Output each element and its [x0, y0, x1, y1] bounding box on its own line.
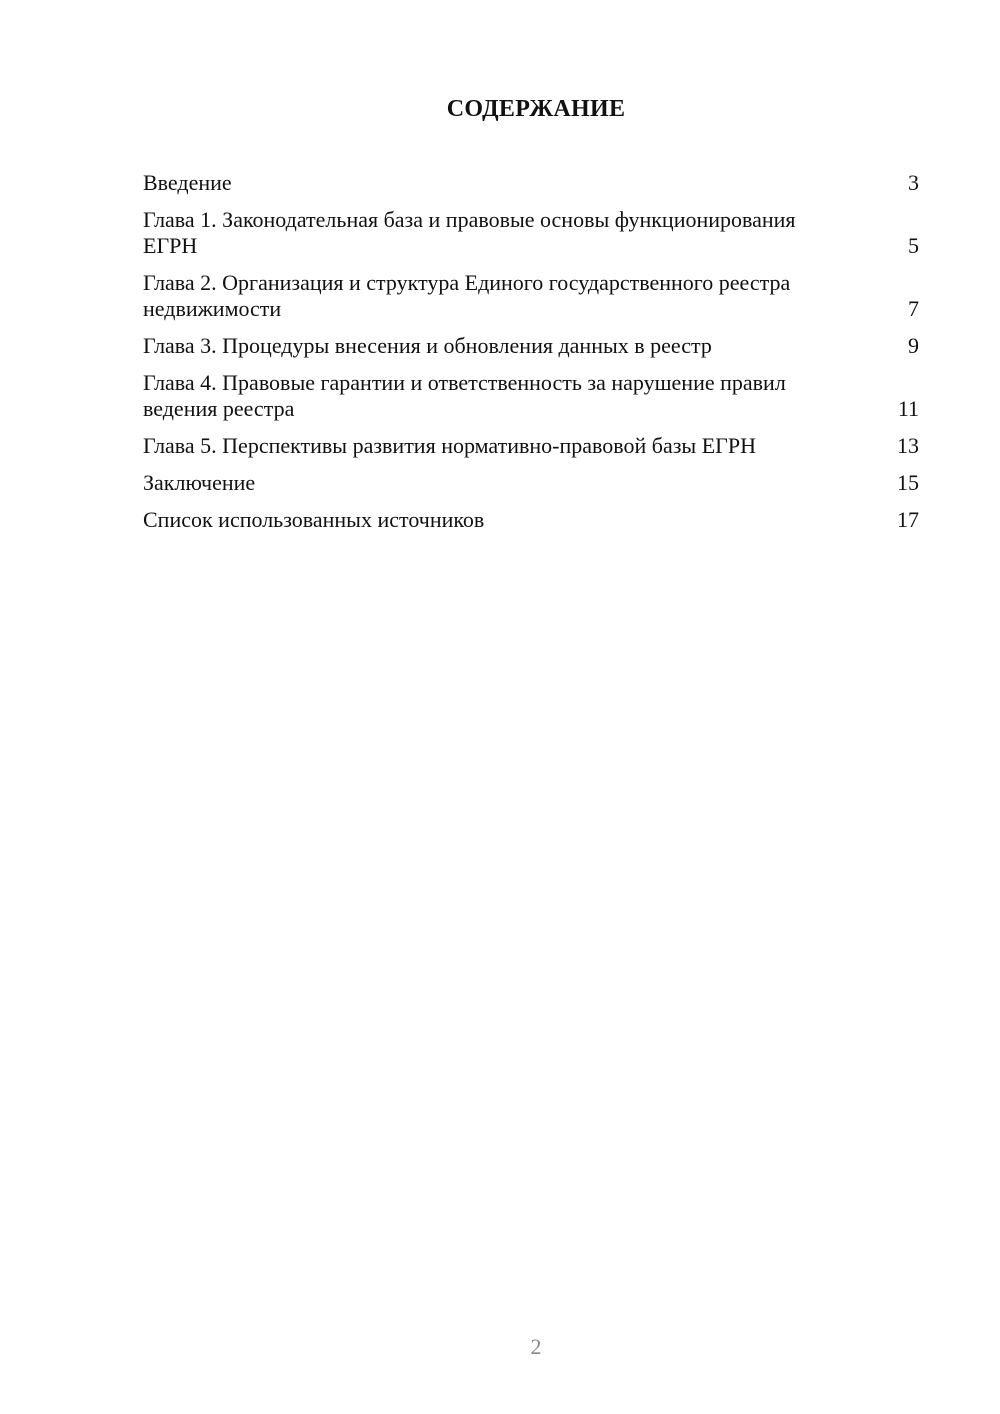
toc-entry-page: 9: [908, 333, 919, 358]
toc-entry-label: Глава 2. Организация и структура Единого государственного реестра недвижимости: [143, 270, 791, 321]
toc-entry-chapter-4: [143, 370, 919, 422]
toc-entry-chapter-2: [143, 270, 919, 322]
toc-entry-references: [143, 507, 919, 533]
toc-entry-chapter-1: [143, 207, 919, 259]
toc-entry-label: Список использованных источников: [143, 507, 485, 532]
toc-entry-chapter-5: [143, 433, 919, 459]
toc-entry-page: 17: [897, 507, 919, 532]
page-number: 2: [530, 1334, 542, 1359]
toc-list: [143, 170, 919, 544]
toc-entry-label: Заключение: [143, 470, 256, 495]
toc-entry-label: Глава 1. Законодательная база и правовые основы функционирования ЕГРН: [143, 207, 796, 258]
toc-entry-label: Глава 4. Правовые гарантии и ответственность за нарушение правил ведения реестра: [143, 370, 786, 421]
toc-title: СОДЕРЖАНИЕ: [446, 96, 626, 122]
toc-entry-label: Глава 3. Процедуры внесения и обновления данных в реестр: [143, 333, 712, 358]
toc-entry-page: 11: [897, 396, 919, 421]
toc-entry-conclusion: [143, 470, 919, 496]
toc-entry-introduction: [143, 170, 919, 196]
toc-entry-page: 3: [908, 170, 919, 195]
toc-entry-label: Введение: [143, 170, 232, 195]
toc-entry-page: 7: [908, 296, 919, 321]
toc-entry-chapter-3: [143, 333, 919, 359]
toc-entry-label: Глава 5. Перспективы развития нормативно-правовой базы ЕГРН: [143, 433, 756, 458]
toc-entry-page: 13: [897, 433, 919, 458]
toc-entry-page: 15: [897, 470, 919, 495]
toc-entry-page: 5: [908, 233, 919, 258]
